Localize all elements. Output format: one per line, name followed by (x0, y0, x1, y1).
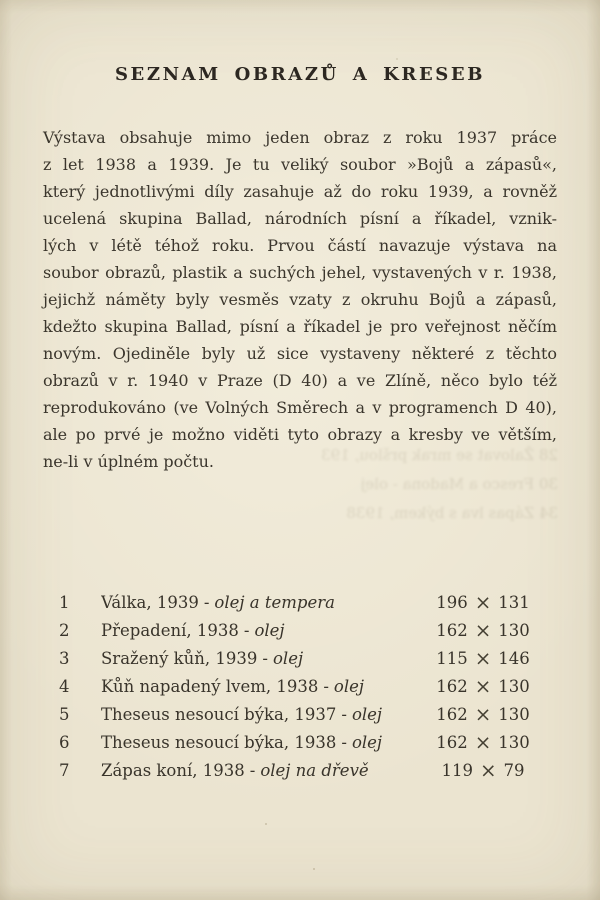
artwork-entry (101, 645, 409, 673)
title-medium-separator: - (323, 677, 329, 696)
paragraph-line: reprodukováno (ve Volných Směrech a v programench D 40), (43, 398, 557, 417)
multiplication-sign: × (474, 731, 492, 754)
multiplication-sign: × (474, 619, 492, 642)
dimension-width: 162 (436, 677, 468, 696)
catalog-row (43, 588, 557, 616)
artwork-medium: olej a tempera (214, 593, 335, 612)
catalog-row (43, 700, 557, 728)
artwork-entry (101, 701, 409, 729)
artwork-entry (101, 617, 409, 645)
artwork-medium: olej (351, 733, 383, 752)
artwork-entry (101, 673, 409, 701)
catalog-list (43, 588, 557, 784)
multiplication-sign: × (474, 675, 492, 698)
dimension-height: 146 (498, 649, 530, 668)
catalog-row (43, 756, 557, 784)
paragraph-line: Výstava obsahuje mimo jeden obraz z roku 1937 práce (43, 128, 557, 147)
artwork-dimensions (409, 644, 557, 673)
artwork-medium: olej (254, 621, 285, 640)
paper-speck (396, 58, 398, 60)
artwork-entry (101, 589, 409, 617)
artwork-dimensions (409, 728, 557, 757)
show-through-line: 30 Fresco a Madona - olej (360, 475, 558, 493)
dimension-height: 131 (498, 593, 530, 612)
artwork-title: Válka, 1939 (101, 593, 199, 612)
dimension-width: 162 (436, 621, 468, 640)
dimension-width: 162 (436, 705, 468, 724)
catalog-row (43, 672, 557, 700)
dimension-height: 130 (498, 677, 530, 696)
catalog-number: 3 (59, 649, 70, 668)
artwork-medium: olej na dřevě (260, 761, 369, 780)
artwork-title: Kůň napadený lvem, 1938 (101, 677, 319, 696)
title-medium-separator: - (243, 621, 250, 640)
title-medium-separator: - (262, 649, 268, 668)
multiplication-sign: × (474, 591, 492, 614)
artwork-title: Sražený kůň, 1939 (101, 649, 258, 668)
paragraph-line: který jednotlivými díly zasahuje až do roku 1939, a rovněž (43, 182, 557, 201)
artwork-dimensions (409, 700, 557, 729)
paragraph-line: obrazů v r. 1940 v Praze (D 40) a ve Zlíně, něco bylo též (43, 371, 557, 390)
paragraph-line: kdežto skupina Ballad, písní a říkadel je pro veřejnost něčím (43, 317, 557, 336)
artwork-dimensions (409, 756, 557, 785)
artwork-title: Zápas koní, 1938 (101, 761, 245, 780)
catalog-number: 5 (59, 705, 70, 724)
artwork-dimensions (409, 672, 557, 701)
artwork-title: Theseus nesoucí býka, 1937 (101, 705, 337, 724)
artwork-medium: olej (351, 705, 383, 724)
paragraph-line: novým. Ojediněle byly už sice vystaveny některé z těchto (43, 344, 557, 363)
paragraph-line: soubor obrazů, plastik a suchých jehel, vystavených v r. 1938, (43, 263, 557, 282)
catalog-row (43, 728, 557, 756)
multiplication-sign: × (474, 703, 492, 726)
paragraph-line: z let 1938 a 1939. Je tu veliký soubor »Bojů a zápasů«, (43, 155, 557, 174)
artwork-entry (101, 729, 409, 757)
title-medium-separator: - (341, 705, 347, 724)
title-medium-separator: - (249, 761, 256, 780)
intro-paragraph (43, 124, 557, 475)
show-through-line: 28 Žalovat se mrak pršlou, 193 (321, 446, 558, 464)
catalog-row (43, 616, 557, 644)
artwork-title: Přepadení, 1938 (101, 621, 239, 640)
artwork-entry (101, 757, 409, 785)
paragraph-line: jejichž náměty byly vesměs vzaty z okruhu Bojů a zápasů, (43, 290, 557, 309)
catalog-number: 4 (59, 677, 70, 696)
catalog-number: 2 (59, 621, 70, 640)
artwork-title: Theseus nesoucí býka, 1938 (101, 733, 337, 752)
multiplication-sign: × (474, 647, 492, 670)
paragraph-line: lých v létě téhož roku. Prvou částí navazuje výstava na (43, 236, 557, 255)
dimension-width: 115 (436, 649, 468, 668)
dimension-width: 162 (436, 733, 468, 752)
paragraph-line: ucelená skupina Ballad, národních písní a říkadel, vznik- (43, 209, 557, 228)
catalog-number: 6 (59, 733, 70, 752)
paragraph-line: ale po prvé je možno viděti tyto obrazy a kresby ve větším, (43, 425, 557, 444)
dimension-height: 79 (503, 761, 525, 780)
artwork-dimensions (409, 588, 557, 617)
title-medium-separator: - (341, 733, 347, 752)
dimension-width: 196 (436, 593, 468, 612)
artwork-medium: olej (333, 677, 365, 696)
dimension-height: 130 (498, 705, 530, 724)
paper-speck (313, 868, 315, 870)
paper-speck (265, 823, 267, 825)
dimension-width: 119 (441, 761, 473, 780)
catalog-number: 1 (59, 593, 70, 612)
catalog-row (43, 644, 557, 672)
show-through-line: 34 Zápas lva s býkem, 1938 (346, 504, 558, 522)
dimension-height: 130 (498, 733, 530, 752)
paragraph-line: ne-li v úplném počtu. (43, 452, 214, 471)
catalog-number: 7 (59, 761, 70, 780)
page-title: SEZNAM OBRAZŮ A KRESEB (114, 64, 486, 85)
artwork-medium: olej (273, 649, 304, 668)
dimension-height: 130 (498, 621, 530, 640)
multiplication-sign: × (479, 759, 497, 782)
title-medium-separator: - (203, 593, 210, 612)
artwork-dimensions (409, 616, 557, 645)
